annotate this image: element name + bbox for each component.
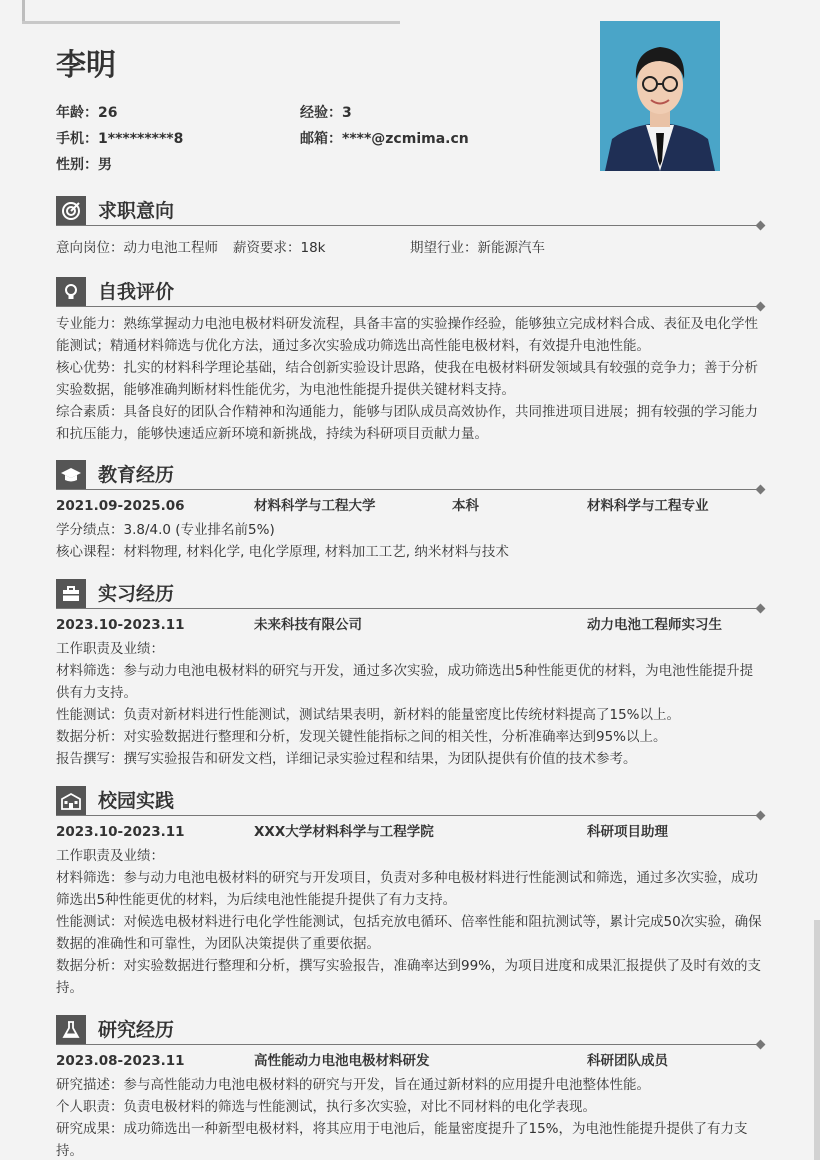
age-field: 年龄：26 (56, 105, 118, 121)
education-line: 学分绩点：3.8/4.0 (专业排名前5%) (56, 522, 275, 538)
section-title: 研究经历 (98, 1019, 175, 1041)
email-field: 邮箱：****@zcmima.cn (300, 131, 469, 147)
internship-line: 数据分析：对实验数据进行整理和分析，发现关键性能指标之间的相关性，分析准确率达到95%以上。 (56, 729, 667, 745)
campus-header-row (56, 821, 764, 843)
divider-diamond (756, 221, 766, 231)
section-divider (56, 225, 760, 226)
section-internship (56, 579, 764, 770)
section-campus-practice (56, 786, 764, 999)
profile-photo (600, 21, 720, 171)
gender-field: 性别：男 (56, 157, 112, 173)
campus-role: 科研项目助理 (587, 824, 668, 840)
divider-diamond (756, 811, 766, 821)
education-date: 2021.09-2025.06 (56, 498, 185, 514)
self-eval-paragraph: 专业能力：熟练掌握动力电池电极材料研发流程，具备丰富的实验操作经验，能够独立完成材料合成、表征及电化学性能测试；精通材料筛选与优化方法，通过多次实验成功筛选出高性能电极材料，有效提升电池性能。 (56, 316, 758, 354)
graduation-cap-icon (56, 460, 86, 490)
education-major: 材料科学与工程专业 (587, 498, 709, 514)
research-role: 科研团队成员 (587, 1053, 668, 1069)
divider-diamond (756, 302, 766, 312)
section-divider (56, 815, 760, 816)
section-title: 实习经历 (98, 583, 175, 605)
intent-position: 意向岗位：动力电池工程师 (56, 240, 218, 256)
research-line: 研究描述：参与高性能动力电池电极材料的研究与开发，旨在通过新材料的应用提升电池整体性能。 (56, 1077, 650, 1093)
research-date: 2023.08-2023.11 (56, 1053, 185, 1069)
decorative-horizontal-line (22, 21, 400, 24)
research-header-row (56, 1050, 764, 1072)
internship-role: 动力电池工程师实习生 (587, 617, 722, 633)
divider-diamond (756, 604, 766, 614)
intent-salary: 薪资要求：18k (233, 240, 326, 256)
decorative-vertical-line (22, 0, 25, 22)
campus-line: 材料筛选：参与动力电池电极材料的研究与开发项目，负责对多种电极材料进行性能测试和筛选，通过多次实验，成功筛选出5种性能更优的材料，为后续电池性能提升提供了有力支持。 (56, 870, 758, 908)
education-line: 核心课程：材料物理, 材料化学, 电化学原理, 材料加工工艺, 纳米材料与技术 (56, 544, 509, 560)
research-project: 高性能动力电池电极材料研发 (254, 1053, 430, 1069)
section-title: 求职意向 (98, 200, 175, 222)
section-self-evaluation (56, 277, 764, 445)
campus-line: 工作职责及业绩： (56, 848, 164, 864)
school-building-icon (56, 786, 86, 816)
decorative-right-bar (814, 920, 820, 1160)
internship-company: 未来科技有限公司 (254, 617, 362, 633)
experience-field: 经验：3 (300, 105, 352, 121)
section-education (56, 460, 764, 563)
divider-diamond (756, 485, 766, 495)
campus-line: 性能测试：对候选电极材料进行电化学性能测试，包括充放电循环、倍率性能和阻抗测试等，累计完成50次实验，确保数据的准确性和可靠性，为团队决策提供了重要依据。 (56, 914, 762, 952)
bulb-icon (56, 277, 86, 307)
section-divider (56, 489, 760, 490)
section-divider (56, 608, 760, 609)
internship-line: 报告撰写：撰写实验报告和研发文档，详细记录实验过程和结果，为团队提供有价值的技术参考。 (56, 751, 637, 767)
section-title: 教育经历 (98, 464, 175, 486)
education-school: 材料科学与工程大学 (254, 498, 376, 514)
research-line: 研究成果：成功筛选出一种新型电极材料，将其应用于电池后，能量密度提升了15%，为电池性能提升提供了有力支持。 (56, 1121, 748, 1159)
section-title: 自我评价 (98, 281, 175, 303)
internship-line: 工作职责及业绩： (56, 641, 164, 657)
divider-diamond (756, 1040, 766, 1050)
section-job-intent (56, 196, 764, 259)
education-degree: 本科 (452, 498, 479, 514)
research-line: 个人职责：负责电极材料的筛选与性能测试，执行多次实验，对比不同材料的电化学表现。 (56, 1099, 596, 1115)
campus-date: 2023.10-2023.11 (56, 824, 185, 840)
self-eval-paragraph: 核心优势：扎实的材料科学理论基础，结合创新实验设计思路，使我在电极材料研发领域具有较强的竞争力；善于分析实验数据，能够准确判断材料性能优劣，为电池性能提升提供关键材料支持。 (56, 360, 758, 398)
phone-field: 手机：1*********8 (56, 131, 184, 147)
flask-icon (56, 1015, 86, 1045)
section-research (56, 1015, 764, 1160)
briefcase-icon (56, 579, 86, 609)
intent-industry: 期望行业：新能源汽车 (410, 240, 545, 256)
target-icon (56, 196, 86, 226)
campus-line: 数据分析：对实验数据进行整理和分析，撰写实验报告，准确率达到99%，为项目进度和成果汇报提供了及时有效的支持。 (56, 958, 762, 996)
education-header-row (56, 495, 764, 517)
section-divider (56, 1044, 760, 1045)
internship-date: 2023.10-2023.11 (56, 617, 185, 633)
self-eval-paragraph: 综合素质：具备良好的团队合作精神和沟通能力，能够与团队成员高效协作，共同推进项目进展；拥有较强的学习能力和抗压能力，能够快速适应新环境和新挑战，持续为科研项目贡献力量。 (56, 404, 758, 442)
internship-line: 性能测试：负责对新材料进行性能测试，测试结果表明，新材料的能量密度比传统材料提高了15%以上。 (56, 707, 681, 723)
internship-line: 材料筛选：参与动力电池电极材料的研究与开发，通过多次实验，成功筛选出5种性能更优的材料，为电池性能提升提供有力支持。 (56, 663, 754, 701)
internship-header-row (56, 614, 764, 636)
candidate-name: 李明 (56, 48, 116, 83)
campus-org: XXX大学材料科学与工程学院 (254, 824, 434, 840)
section-divider (56, 306, 760, 307)
section-title: 校园实践 (98, 790, 175, 812)
